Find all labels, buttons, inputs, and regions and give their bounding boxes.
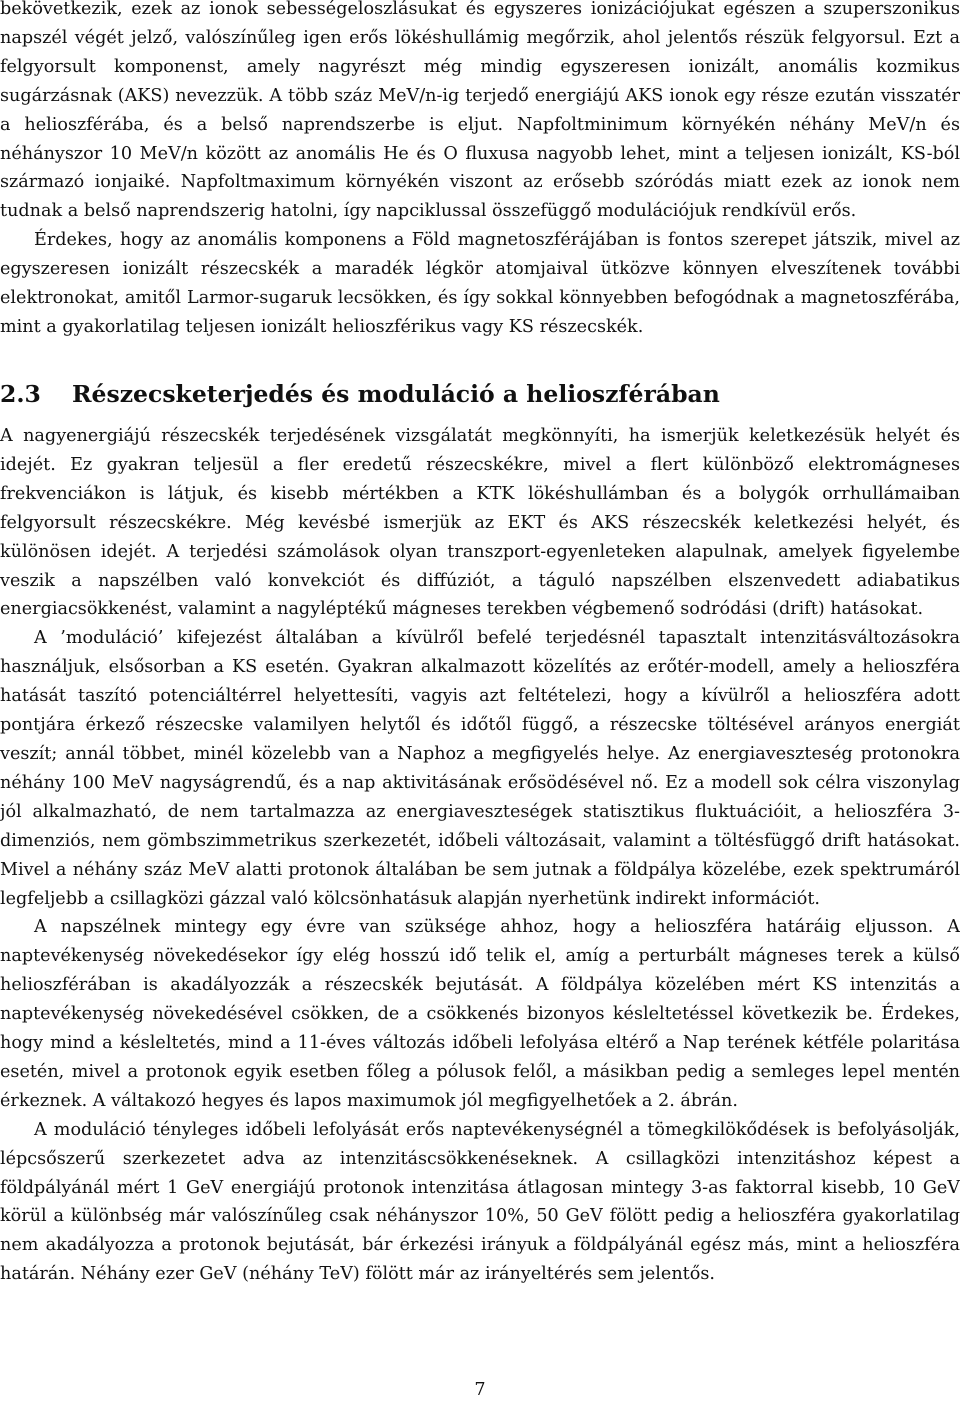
intro-text-block — [0, 0, 960, 342]
intro-paragraph-2: Érdekes, hogy az anomális komponens a Föld magnetoszférájában is fontos szerepet játszik, mivel az egyszeresen ionizált részecskék a maradék légkör atomjaival ütközve könnyen elveszítenek további elektronokat, amitől Larmor-sugaruk lecsökken, és így sokkal könnyebben befogódnak a magnetoszférába, mint a gyakorlatilag teljesen ionizált helioszférikus vagy KS részecskék. — [0, 230, 960, 337]
section-paragraph-3: A napszélnek mintegy egy évre van szüksége ahhoz, hogy a helioszféra határáig eljusson. A naptevékenység növekedésekor így elég hosszú idő telik el, amíg a perturbált mágneses terek a külső helioszférában is akadályozzák a részecskék bejutását. A földpálya közelében mért KS intenzitás a naptevékenység növekedésével csökken, de a csökkenés bizonyos késleltetéssel következik be. Érdekes, hogy mind a késleltetés, mind a 11-éves változás időbeli lefolyása eltérő a Nap terének kétféle polaritása esetén, mivel a protonok egyik esetben főleg a pólusok felől, a másikban pedig a semleges lepel mentén érkeznek. A váltakozó hegyes és lapos maximumok jól megfigyelhetőek a 2. ábrán. — [0, 917, 960, 1111]
section-heading — [0, 377, 720, 411]
page-number: 7 — [474, 1380, 486, 1400]
section-title: Részecsketerjedés és moduláció a helioszférában — [72, 380, 720, 408]
section-paragraph-4: A moduláció tényleges időbeli lefolyását erős naptevékenységnél a tömegkilökődések is befolyásolják, lépcsőszerű szerkezetet adva az intenzitáscsökkenéseknek. A csillagközi intenzitáshoz képest a földpályánál mért 1 GeV energiájú protonok intenzitása átlagosan mintegy 3-as faktorral kisebb, 10 GeV körül a különbség már valószínűleg csak néhányszor 10%, 50 GeV fölött pedig a helioszféra gyakorlatilag nem akadályozza a protonok bejutását, bár érkezési irányuk a földpályánál egész más, mint a helioszféra határán. Néhány ezer GeV (néhány TeV) fölött már az irányeltérés sem jelentős. — [0, 1119, 960, 1285]
section-paragraph-1: A nagyenergiájú részecskék terjedésének vizsgálatát megkönnyíti, ha ismerjük keletkezésük helyét és idejét. Ez gyakran teljesül a fler eredetű részecskékre, mivel a flert különböző elektromágneses frekvenciákon is látjuk, és kisebb mértékben a KTK lökéshullámban és a bolygók orrhullámaiban felgyorsult részecskékre. Még kevésbé ismerjük az EKT és AKS részecskék keletkezési helyét, és különösen idejét. A terjedési számolások olyan transzport-egyenleteken alapulnak, amelyek figyelembe veszik a napszélben való konvekciót és diffúziót, a táguló napszélben elszenvedett adiabatikus energiacsökkenést, valamint a nagyléptékű mágneses terekben végbemenő sodródási (drift) hatásokat. — [0, 426, 960, 620]
intro-paragraph-1: bekövetkezik, ezek az ionok sebességeloszlásukat és egyszeres ionizációjukat egészen a szuperszonikus napszél végét jelző, valószínűleg igen erős lökéshullámig megőrzik, ahol jelentős részük felgyorsul. Ezt a felgyorsult komponenst, amely nagyrészt még mindig egyszeresen ionizált, anomális kozmikus sugárzásnak (AKS) nevezzük. A több száz MeV/n-ig terjedő energiájú AKS ionok egy része ezután visszatér a helioszférába, és a belső naprendszerbe is eljut. Napfoltminimum környékén néhány MeV/n és néhányszor 10 MeV/n között az anomális He és O fluxusa nagyobb lehet, mint a teljesen ionizált, KS-ból származó ionjaiké. Napfoltmaximum környékén viszont az erősebb szóródás miatt ezek az ionok nem tudnak a belső naprendszerig hatolni, így napciklussal összefüggő modulációjuk rendkívül erős. — [0, 0, 960, 222]
section-number: 2.3 — [0, 380, 41, 408]
section-text-block — [0, 422, 960, 1289]
section-paragraph-2: A ’moduláció’ kifejezést általában a kívülről befelé terjedésnél tapasztalt intenzitásváltozásokra használjuk, elsősorban a KS esetén. Gyakran alkalmazott közelítés az erőtér-modell, amely a helioszféra hatását taszító potenciáltérrel helyettesíti, vagyis azt feltételezi, hogy a kívülről a helioszféra adott pontjára érkező részecske valamilyen helytől és időtől függő, a részecske töltésével arányos energiát veszít; annál többet, minél közelebb van a Naphoz a megfigyelés helye. Az energiaveszteség protonokra néhány 100 MeV nagyságrendű, és a nap aktivitásának erősödésével nő. Ez a modell sok célra viszonylag jól alkalmazható, de nem tartalmazza az energiaveszteségek statisztikus fluktuációit, a helioszféra 3-dimenziós, nem gömbszimmetrikus szerkezetét, időbeli változásait, valamint a töltésfüggő drift hatásokat. Mivel a néhány száz MeV alatti protonok általában be sem jutnak a földpálya közelébe, ezek spektrumáról legfeljebb a csillagközi gázzal való kölcsönhatásuk alapján nyerhetünk indirekt információt. — [0, 628, 960, 909]
